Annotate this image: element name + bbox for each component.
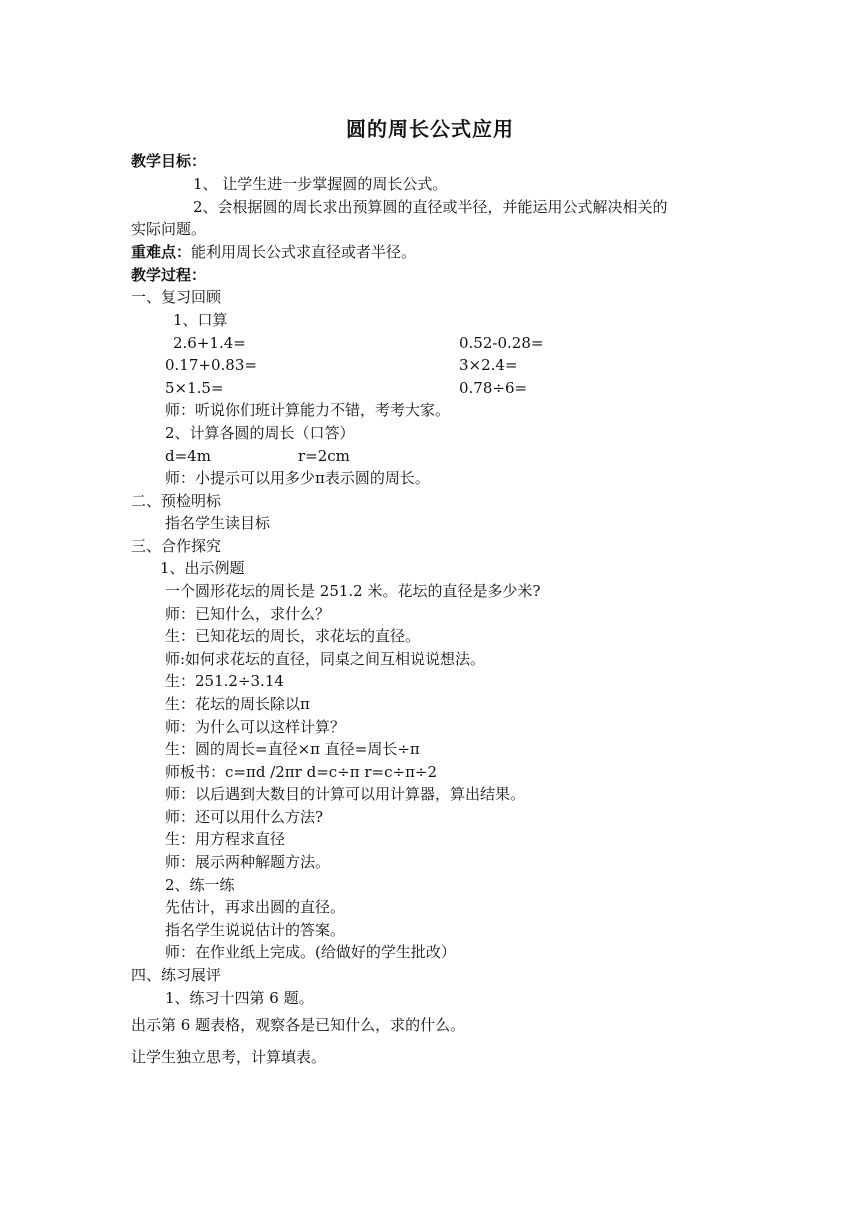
section-3-line: 生：圆的周长=直径×π 直径=周长÷π bbox=[165, 740, 420, 758]
calc-right-3: 0.78÷6= bbox=[459, 379, 528, 397]
section-3-line: 师:如何求花坛的直径，同桌之间互相说说想法。 bbox=[165, 650, 486, 668]
section-2-heading: 二、预检明标 bbox=[131, 492, 222, 510]
section-3-sub-2: 2、练一练 bbox=[165, 876, 235, 894]
section-1-sub-1: 1、口算 bbox=[173, 311, 228, 329]
key-points-text: 能利用周长公式求直径或者半径。 bbox=[191, 243, 417, 261]
section-3-line: 师：为什么可以这样计算？ bbox=[165, 718, 346, 736]
section-3-line: 生：已知花坛的周长，求花坛的直径。 bbox=[165, 627, 421, 645]
calc-left-1: 2.6+1.4= bbox=[173, 334, 246, 352]
section-3-line: 一个圆形花坛的周长是 251.2 米。花坛的直径是多少米? bbox=[165, 582, 541, 600]
section-1-teacher-1: 师：听说你们班计算能力不错，考考大家。 bbox=[165, 401, 451, 419]
section-1-sub-2: 2、计算各圆的周长（口答） bbox=[165, 424, 355, 442]
section-1-heading: 一、复习回顾 bbox=[131, 288, 222, 306]
section-3-heading: 三、合作探究 bbox=[131, 537, 222, 555]
goal-1: 1、 让学生进一步掌握圆的周长公式。 bbox=[193, 175, 448, 193]
section-3-sub-1: 1、出示例题 bbox=[160, 559, 245, 577]
circle-radius: r=2cm bbox=[298, 447, 350, 465]
goals-heading: 教学目标： bbox=[131, 152, 207, 170]
section-3-line: 师：已知什么，求什么？ bbox=[165, 605, 331, 623]
section-1-teacher-2: 师：小提示可以用多少π表示圆的周长。 bbox=[165, 469, 430, 487]
section-3-practice-line: 师：在作业纸上完成。(给做好的学生批改） bbox=[165, 943, 456, 961]
calc-right-1: 0.52-0.28= bbox=[459, 334, 544, 352]
section-3-practice-line: 先估计，再求出圆的直径。 bbox=[165, 898, 346, 916]
section-2-line: 指名学生读目标 bbox=[165, 514, 271, 532]
key-points bbox=[131, 241, 416, 263]
section-3-line: 师：展示两种解题方法。 bbox=[165, 853, 331, 871]
process-heading: 教学过程： bbox=[131, 266, 207, 284]
section-3-line: 生：用方程求直径 bbox=[165, 830, 286, 848]
circle-diameter: d=4m bbox=[165, 447, 211, 465]
document-title: 圆的周长公式应用 bbox=[346, 117, 514, 141]
section-3-line: 生：花坛的周长除以π bbox=[165, 695, 310, 713]
section-4-line-1: 出示第 6 题表格，观察各是已知什么，求的什么。 bbox=[131, 1016, 466, 1034]
goal-2-line-1: 2、会根据圆的周长求出预算圆的直径或半径，并能运用公式解决相关的 bbox=[193, 198, 668, 216]
key-points-label: 重难点： bbox=[131, 243, 192, 261]
section-4-line-2: 让学生独立思考，计算填表。 bbox=[131, 1048, 327, 1066]
goal-2-line-2: 实际问题。 bbox=[131, 220, 207, 238]
section-3-line: 师：还可以用什么方法? bbox=[165, 808, 324, 826]
calc-left-3: 5×1.5= bbox=[165, 379, 224, 397]
section-4-sub-1: 1、练习十四第 6 题。 bbox=[165, 989, 314, 1007]
calc-right-2: 3×2.4= bbox=[459, 356, 518, 374]
section-3-line: 师：以后遇到大数目的计算可以用计算器，算出结果。 bbox=[165, 785, 526, 803]
calc-left-2: 0.17+0.83= bbox=[165, 356, 257, 374]
section-4-heading: 四、练习展评 bbox=[131, 966, 222, 984]
section-3-line: 生：251.2÷3.14 bbox=[165, 672, 284, 690]
section-3-practice-line: 指名学生说说估计的答案。 bbox=[165, 921, 346, 939]
section-3-line: 师板书：c=πd /2πr d=c÷π r=c÷π÷2 bbox=[165, 763, 438, 781]
